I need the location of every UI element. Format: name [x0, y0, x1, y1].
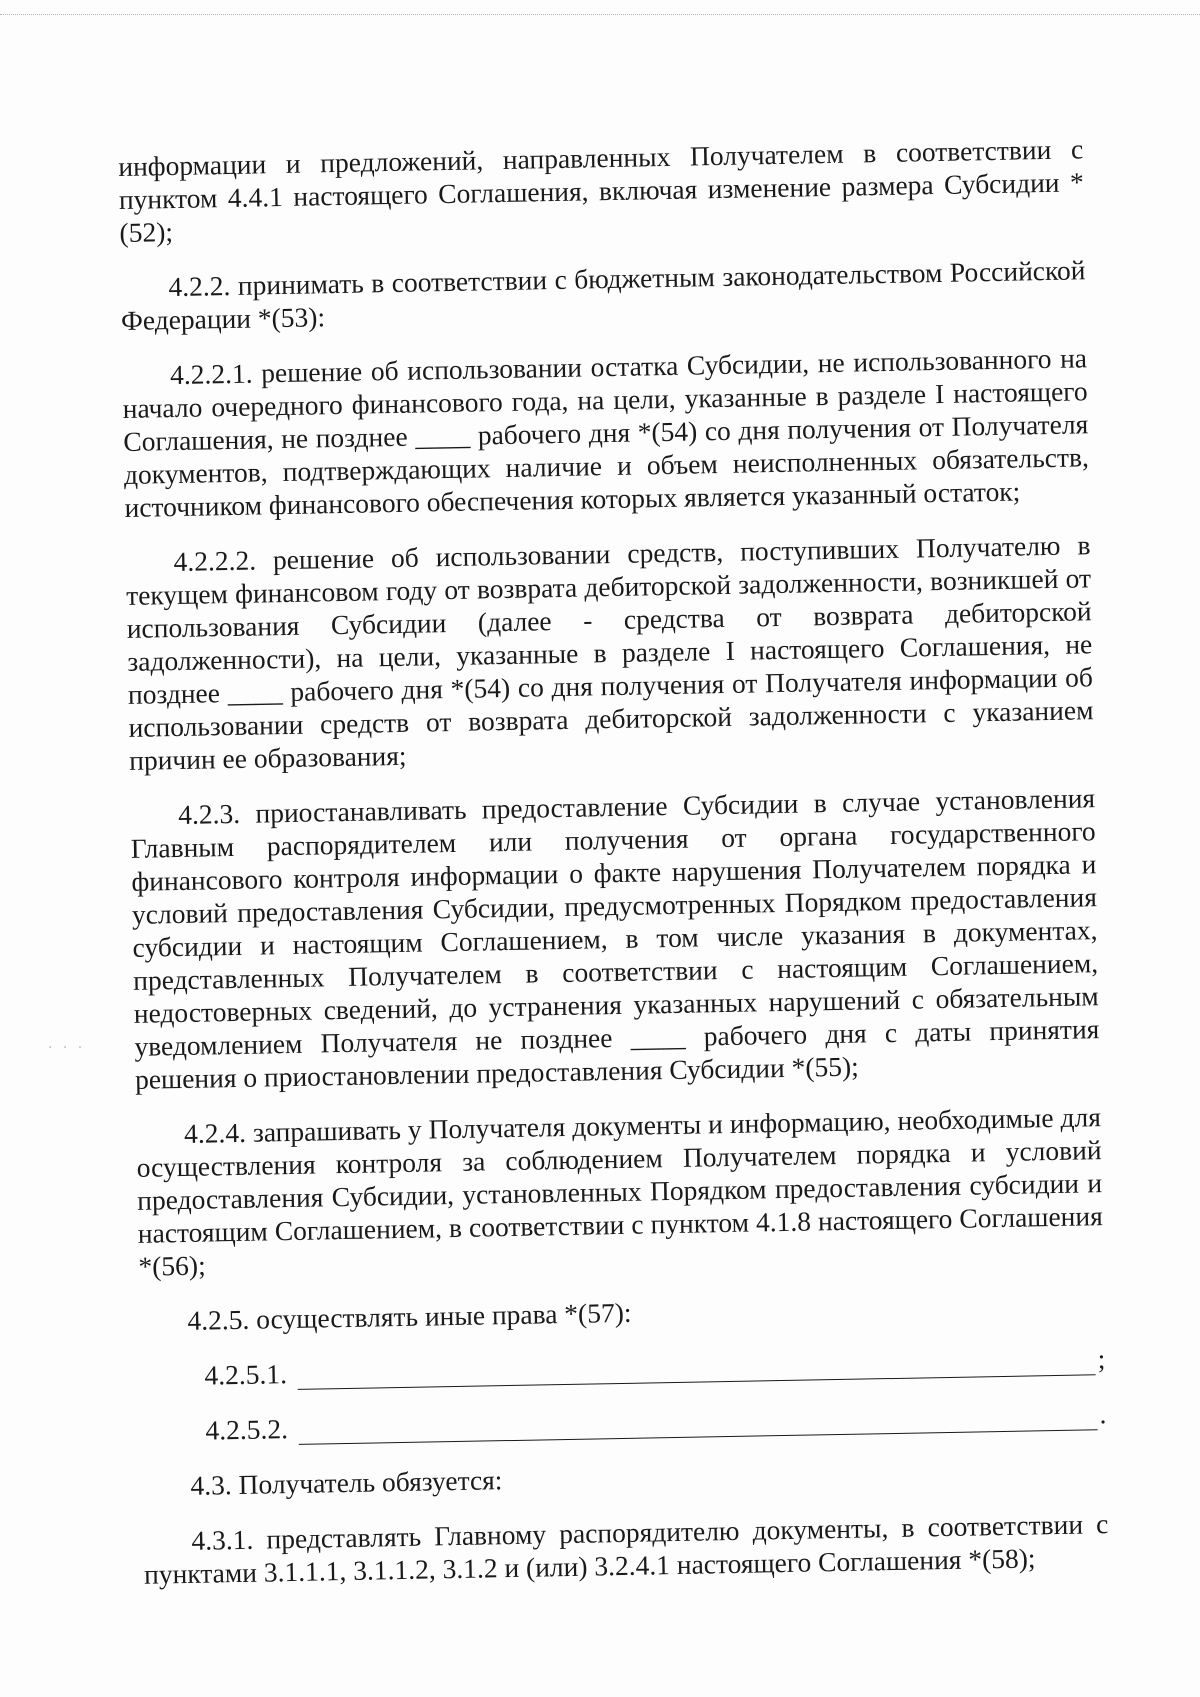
paragraph-4-3: 4.3. Получатель обязуется:: [190, 1464, 503, 1501]
blank-item-4-2-5-1: [204, 1342, 1105, 1392]
blank-item-number: 4.2.5.1.: [204, 1358, 288, 1391]
paragraph-4-2-4: 4.2.4. запрашивать у Получателя документы и информацию, необходимые для осуществления контроля за соблюдением Получателем порядка и условий предоставления Субсидии, установленных Порядком предоставления субсидии и настоящим Соглашением, в соответствии с пунктом 4.1.8 настоящего Соглашения *(56);: [136, 1101, 1103, 1282]
blank-item-end: .: [1099, 1398, 1107, 1430]
paragraph-4-2-2: 4.2.2. принимать в соответствии с бюджетным законодательством Российской Федерации *(53):: [120, 254, 1086, 336]
paragraph-4-3-1: 4.3.1. представлять Главному распорядителю документы, в соответствии с пунктами 3.1.1.1, 3.1.1.2, 3.1.2 и (или) 3.2.4.1 настоящего Соглашения *(58);: [143, 1508, 1109, 1590]
fill-in-line: [298, 1401, 1098, 1445]
paragraph-4-2-5: 4.2.5. осуществлять иные права *(57):: [187, 1296, 632, 1336]
blank-item-end: ;: [1097, 1343, 1106, 1375]
blank-item-4-2-5-2: [205, 1397, 1106, 1447]
blank-item-number: 4.2.5.2.: [205, 1413, 289, 1446]
document-body: [118, 132, 1110, 1612]
fill-in-line: [297, 1346, 1096, 1390]
scan-edge-mark: · · ·: [48, 1040, 86, 1056]
scan-top-edge: [0, 14, 1200, 15]
paragraph-4-2-2-1: 4.2.2.1. решение об использовании остатка Субсидии, не использованного на начало очередного финансового года, на цели, указанные в разделе I настоящего Соглашения, не позднее ____ рабочего дня *(54) со дня получения от Получателя документов, подтверждающих наличие и объем неисполненных обязательств, источником финансового обеспечения которых является указанный остаток;: [122, 342, 1090, 523]
paragraph-continuation: информации и предложений, направленных Получателем в соответствии с пунктом 4.4.1 настоящего Соглашения, включая изменение размера Субсидии *(52);: [118, 133, 1085, 248]
paragraph-4-2-2-2: 4.2.2.2. решение об использовании средств, поступивших Получателю в текущем финансовом году от возврата дебиторской задолженности, возникшей от использования Субсидии (далее - средства от возврата дебиторской задолженности), на цели, указанные в разделе I настоящего Соглашения, не позднее ____ рабочего дня *(54) со дня получения от Получателя информации об использовании средств от возврата дебиторской задолженности с указанием причин ее образования;: [125, 529, 1094, 776]
paragraph-4-2-3: 4.2.3. приостанавливать предоставление Субсидии в случае установления Главным распорядителем или получения от органа государственного финансового контроля информации о факте нарушения Получателем порядка и условий предоставления Субсидии, предусмотренных Порядком предоставления субсидии и настоящим Соглашением, в том числе указания в документах, представленных Получателем в соответствии с настоящим Соглашением, недостоверных сведений, до устранения указанных нарушений с обязательным уведомлением Получателя не позднее ____ рабочего дня с даты принятия решения о приостановлении предоставления Субсидии *(55);: [130, 782, 1100, 1095]
